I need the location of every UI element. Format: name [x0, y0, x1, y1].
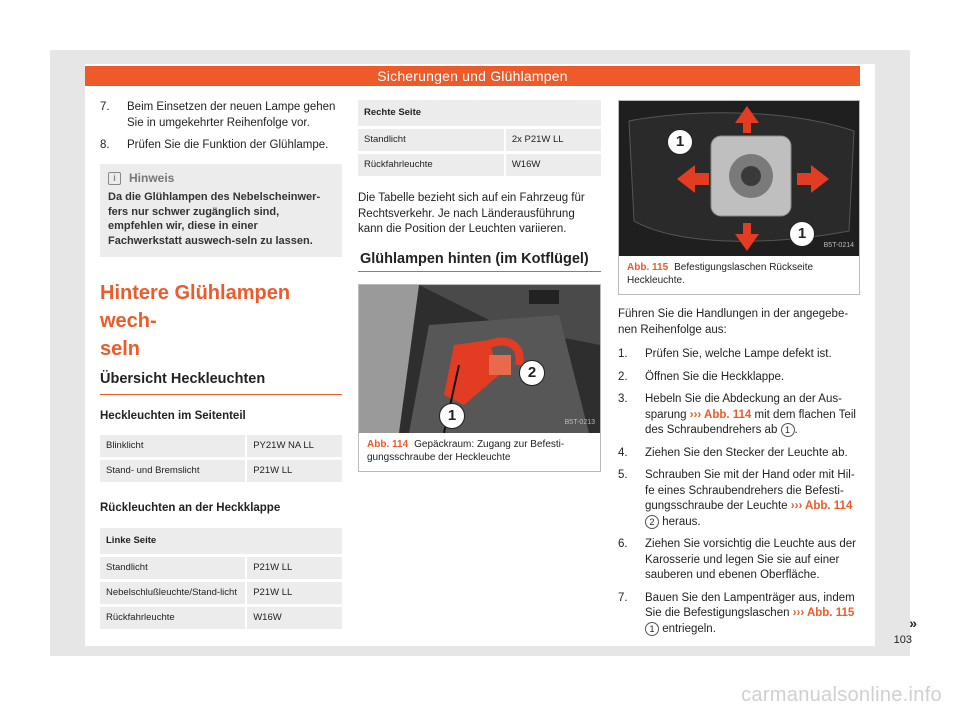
figure-caption: Abb. 114 Gepäckraum: Zugang zur Befesti-gungsschraube der Heckleuchte — [359, 433, 600, 471]
note-title: Hinweis — [129, 170, 175, 185]
step-item: 1. Prüfen Sie, welche Lampe defekt ist. — [618, 348, 832, 360]
section-title: Hintere Glühlampen wech- seln — [100, 282, 291, 360]
callout-badge: 2 — [645, 515, 659, 529]
table-row: Blinklicht PY21W NA LL — [100, 435, 342, 457]
table-row: Standlicht 2x P21W LL — [358, 129, 601, 151]
table-row: Standlicht P21W LL — [100, 557, 342, 579]
column-right — [618, 100, 860, 644]
intro-paragraph: Führen Sie die Handlungen in der angegebe-nen Reihenfolge aus: — [618, 308, 849, 336]
column-middle — [358, 100, 601, 472]
callout-badge: 1 — [781, 423, 795, 437]
trunk-illustration — [359, 285, 600, 433]
column-left — [100, 100, 342, 632]
note-text: Da die Glühlampen des Nebelscheinwer-fers nur schwer zugänglich sind, empfehlen wir, diese in einer Fachwerkstatt auswech-seln zu lassen. — [108, 191, 321, 247]
table-header-row: Rechte Seite — [358, 100, 601, 126]
taillight-photo — [619, 101, 859, 256]
step-item: 3. Hebeln Sie die Abdeckung an der Aus-sparung ››› Abb. 114 mit dem flachen Teil des Schraubendrehers ab 1 . — [618, 393, 856, 437]
table-row: Rückfahrleuchte W16W — [100, 607, 342, 629]
page-number: 103 — [893, 634, 912, 646]
figure-reference-link[interactable]: ››› Abb. 115 — [792, 607, 855, 620]
table-row: Nebelschlußleuchte/Stand-licht P21W LL — [100, 582, 342, 604]
note-header — [108, 171, 334, 187]
image-code: B5T-0213 — [564, 418, 595, 426]
callout-2: 2 — [519, 360, 545, 386]
step-list — [618, 347, 860, 637]
figure-115 — [618, 100, 860, 295]
figure-reference-link[interactable]: ››› Abb. 114 — [790, 500, 853, 513]
info-icon: i — [108, 172, 121, 185]
step-item: 5. Schrauben Sie mit der Hand oder mit Hil-fe eines Schraubendrehers die Befesti-gungsschraube der Leuchte ››› Abb. 114 2 heraus. — [618, 469, 855, 528]
step-item: 6. Ziehen Sie vorsichtig die Leuchte aus der Karosserie und legen Sie sie auf einer sauberen und ebenen Oberfläche. — [618, 538, 856, 582]
callout-1: 1 — [667, 129, 693, 155]
step-item: 8. Prüfen Sie die Funktion der Glühlampe. — [100, 139, 329, 151]
table-note-paragraph: Die Tabelle bezieht sich auf ein Fahrzeug für Rechtsverkehr. Je nach Länderausführung kann die Position der Leuchten variieren. — [358, 192, 585, 235]
lamp-table-tailgate-left — [100, 525, 342, 632]
note-box — [100, 164, 342, 258]
section-heading: Glühlampen hinten (im Kotflügel) — [358, 252, 601, 273]
figure-reference-link[interactable]: ››› Abb. 114 — [689, 408, 752, 421]
taillight-illustration — [619, 101, 859, 256]
step-item: 2. Öffnen Sie die Heckklappe. — [618, 370, 785, 383]
callout-badge: 1 — [645, 622, 659, 636]
image-code: B5T-0214 — [823, 241, 854, 249]
step-list-continued — [100, 100, 342, 154]
subsection-title: Übersicht Heckleuchten — [100, 372, 342, 395]
continue-arrow-icon: » — [909, 615, 917, 631]
figure-caption: Abb. 115 Befestigungslaschen Rückseite Heckleuchte. — [619, 256, 859, 294]
watermark: carmanualsonline.info — [741, 684, 942, 706]
lamp-table-side — [100, 432, 342, 485]
lamp-table-tailgate-right — [358, 97, 601, 179]
figure-114 — [358, 284, 601, 472]
table-title: Heckleuchten im Seitenteil — [100, 409, 246, 422]
callout-1-lower: 1 — [789, 221, 815, 247]
page-header: Sicherungen und Glühlampen — [85, 66, 860, 86]
table-header-row: Linke Seite — [100, 528, 342, 554]
step-item: 7. Beim Einsetzen der neuen Lampe gehen Sie in umgekehrter Reihenfolge vor. — [100, 101, 336, 129]
table-row: Stand- und Bremslicht P21W LL — [100, 460, 342, 482]
trunk-photo — [359, 285, 600, 433]
step-item: 7. Bauen Sie den Lampenträger aus, indem Sie die Befestigungslaschen ››› Abb. 115 1 entriegeln. — [618, 591, 855, 635]
table-row: Rückfahrleuchte W16W — [358, 154, 601, 176]
step-item: 4. Ziehen Sie den Stecker der Leuchte ab. — [618, 446, 848, 459]
table-title: Rückleuchten an der Heckklappe — [100, 502, 281, 514]
callout-1: 1 — [439, 403, 465, 429]
